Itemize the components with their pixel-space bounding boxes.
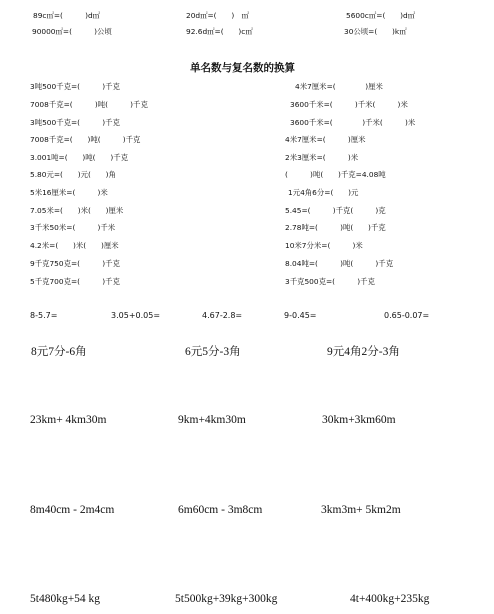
conversion-problem-left: 4.2米=( )米( )厘米 — [30, 241, 119, 250]
conversion-problem-left: 3.001吨=( )吨( )千克 — [30, 153, 129, 162]
conversion-problem-left: 9千克750克=( )千克 — [30, 259, 120, 268]
conversion-problem-left: 7.05米=( )米( )厘米 — [30, 206, 124, 215]
length-problem: 6m60cm - 3m8cm — [178, 504, 263, 516]
length-problem: 8m40cm - 2m4cm — [30, 504, 115, 516]
conversion-problem-left: 7008千克=( )吨( )千克 — [30, 100, 148, 109]
length-problem: 23km+ 4km30m — [30, 414, 107, 426]
weight-problem: 5t500kg+39kg+300kg — [175, 593, 278, 605]
arithmetic-problem: 4.67-2.8= — [202, 311, 243, 320]
money-problem: 9元4角2分-3角 — [327, 346, 400, 358]
conversion-problem-right: 4米7厘米=( )厘米 — [295, 82, 383, 91]
area-problem: 89c㎡=( )d㎡ — [33, 11, 101, 20]
conversion-problem-left: 3吨500千克=( )千克 — [30, 82, 120, 91]
length-problem: 30km+3km60m — [322, 414, 396, 426]
arithmetic-problem: 8-5.7= — [30, 311, 58, 320]
length-problem: 3km3m+ 5km2m — [321, 504, 401, 516]
money-problem: 8元7分-6角 — [31, 346, 87, 358]
conversion-problem-left: 3吨500千克=( )千克 — [30, 118, 120, 127]
conversion-problem-right: 3千克500克=( )千克 — [285, 277, 375, 286]
conversion-problem-right: 1元4角6分=( )元 — [288, 188, 359, 197]
area-problem: 92.6d㎡=( )c㎡ — [186, 27, 253, 36]
conversion-problem-right: 10米7分米=( )米 — [285, 241, 363, 250]
conversion-problem-left: 7008千克=( )吨( )千克 — [30, 135, 141, 144]
conversion-problem-right: 2米3厘米=( )米 — [285, 153, 359, 162]
conversion-problem-right: ( )吨( )千克=4.08吨 — [285, 170, 386, 179]
conversion-problem-right: 2.78吨=( )吨( )千克 — [285, 223, 386, 232]
area-problem: 20d㎡=( ) ㎡ — [186, 11, 250, 20]
section-title: 单名数与复名数的换算 — [190, 62, 295, 74]
area-problem: 30公顷=( )k㎡ — [344, 27, 407, 36]
arithmetic-problem: 0.65-0.07= — [384, 311, 430, 320]
conversion-problem-right: 4米7厘米=( )厘米 — [285, 135, 366, 144]
conversion-problem-right: 5.45=( )千克( )克 — [285, 206, 386, 215]
conversion-problem-left: 5米16厘米=( )米 — [30, 188, 108, 197]
money-problem: 6元5分-3角 — [185, 346, 241, 358]
length-problem: 9km+4km30m — [178, 414, 246, 426]
area-problem: 5600c㎡=( )d㎡ — [346, 11, 416, 20]
arithmetic-problem: 3.05+0.05= — [111, 311, 161, 320]
arithmetic-problem: 9-0.45= — [284, 311, 317, 320]
conversion-problem-left: 3千米50米=( )千米 — [30, 223, 116, 232]
conversion-problem-left: 5千克700克=( )千克 — [30, 277, 120, 286]
weight-problem: 5t480kg+54 kg — [30, 593, 101, 605]
area-problem: 90000㎡=( )公顷 — [32, 27, 112, 36]
conversion-problem-right: 3600千米=( )千米( )米 — [290, 100, 408, 109]
conversion-problem-right: 3600千米=( )千米( )米 — [290, 118, 416, 127]
conversion-problem-left: 5.80元=( )元( )角 — [30, 170, 116, 179]
conversion-problem-right: 8.04吨=( )吨( )千克 — [285, 259, 394, 268]
weight-problem: 4t+400kg+235kg — [350, 593, 430, 605]
